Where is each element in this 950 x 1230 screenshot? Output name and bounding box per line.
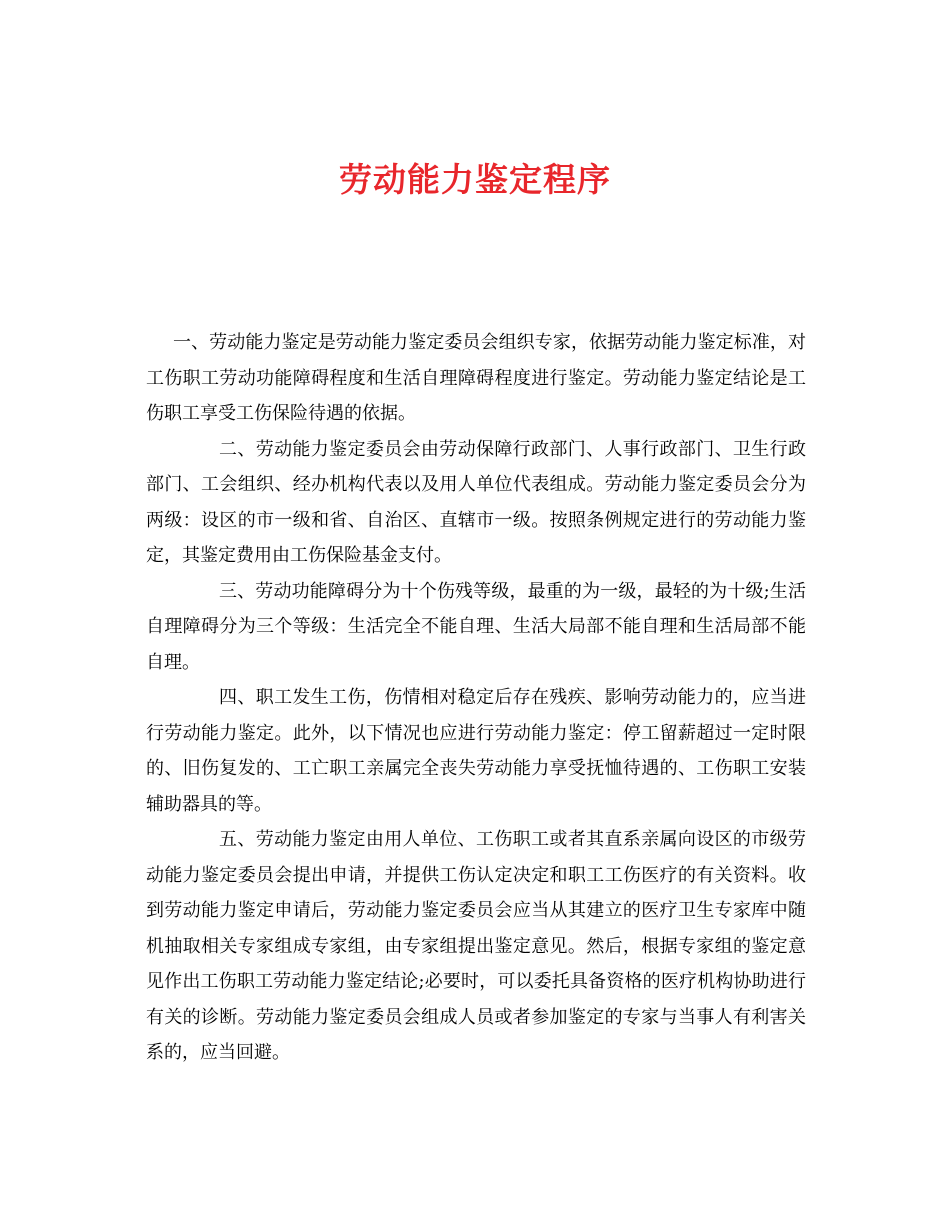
- document-body: [146, 325, 806, 1071]
- paragraph-4: 四、职工发生工伤，伤情相对稳定后存在残疾、影响劳动能力的，应当进行劳动能力鉴定。此外，以下情况也应进行劳动能力鉴定：停工留薪超过一定时限的、旧伤复发的、工亡职工亲属完全丧失劳动能力享受抚恤待遇的、工伤职工安装辅助器具的等。: [146, 687, 806, 815]
- paragraph-1: 一、劳动能力鉴定是劳动能力鉴定委员会组织专家，依据劳动能力鉴定标准，对工伤职工劳动功能障碍程度和生活自理障碍程度进行鉴定。劳动能力鉴定结论是工伤职工享受工伤保险待遇的依据。: [146, 332, 806, 424]
- document-title: 劳动能力鉴定程序: [339, 160, 611, 200]
- paragraph-2: 二、劳动能力鉴定委员会由劳动保障行政部门、人事行政部门、卫生行政部门、工会组织、经办机构代表以及用人单位代表组成。劳动能力鉴定委员会分为两级：设区的市一级和省、自治区、直辖市一级。按照条例规定进行的劳动能力鉴定，其鉴定费用由工伤保险基金支付。: [146, 438, 806, 566]
- paragraph-5: 五、劳动能力鉴定由用人单位、工伤职工或者其直系亲属向设区的市级劳动能力鉴定委员会提出申请，并提供工伤认定决定和职工工伤医疗的有关资料。收到劳动能力鉴定申请后，劳动能力鉴定委员会应当从其建立的医疗卫生专家库中随机抽取相关专家组成专家组，由专家组提出鉴定意见。然后，根据专家组的鉴定意见作出工伤职工劳动能力鉴定结论;必要时，可以委托具备资格的医疗机构协助进行有关的诊断。劳动能力鉴定委员会组成人员或者参加鉴定的专家与当事人有利害关系的，应当回避。: [146, 829, 806, 1063]
- paragraph-3: 三、劳动功能障碍分为十个伤残等级，最重的为一级，最轻的为十级;生活自理障碍分为三个等级：生活完全不能自理、生活大局部不能自理和生活局部不能自理。: [146, 580, 806, 673]
